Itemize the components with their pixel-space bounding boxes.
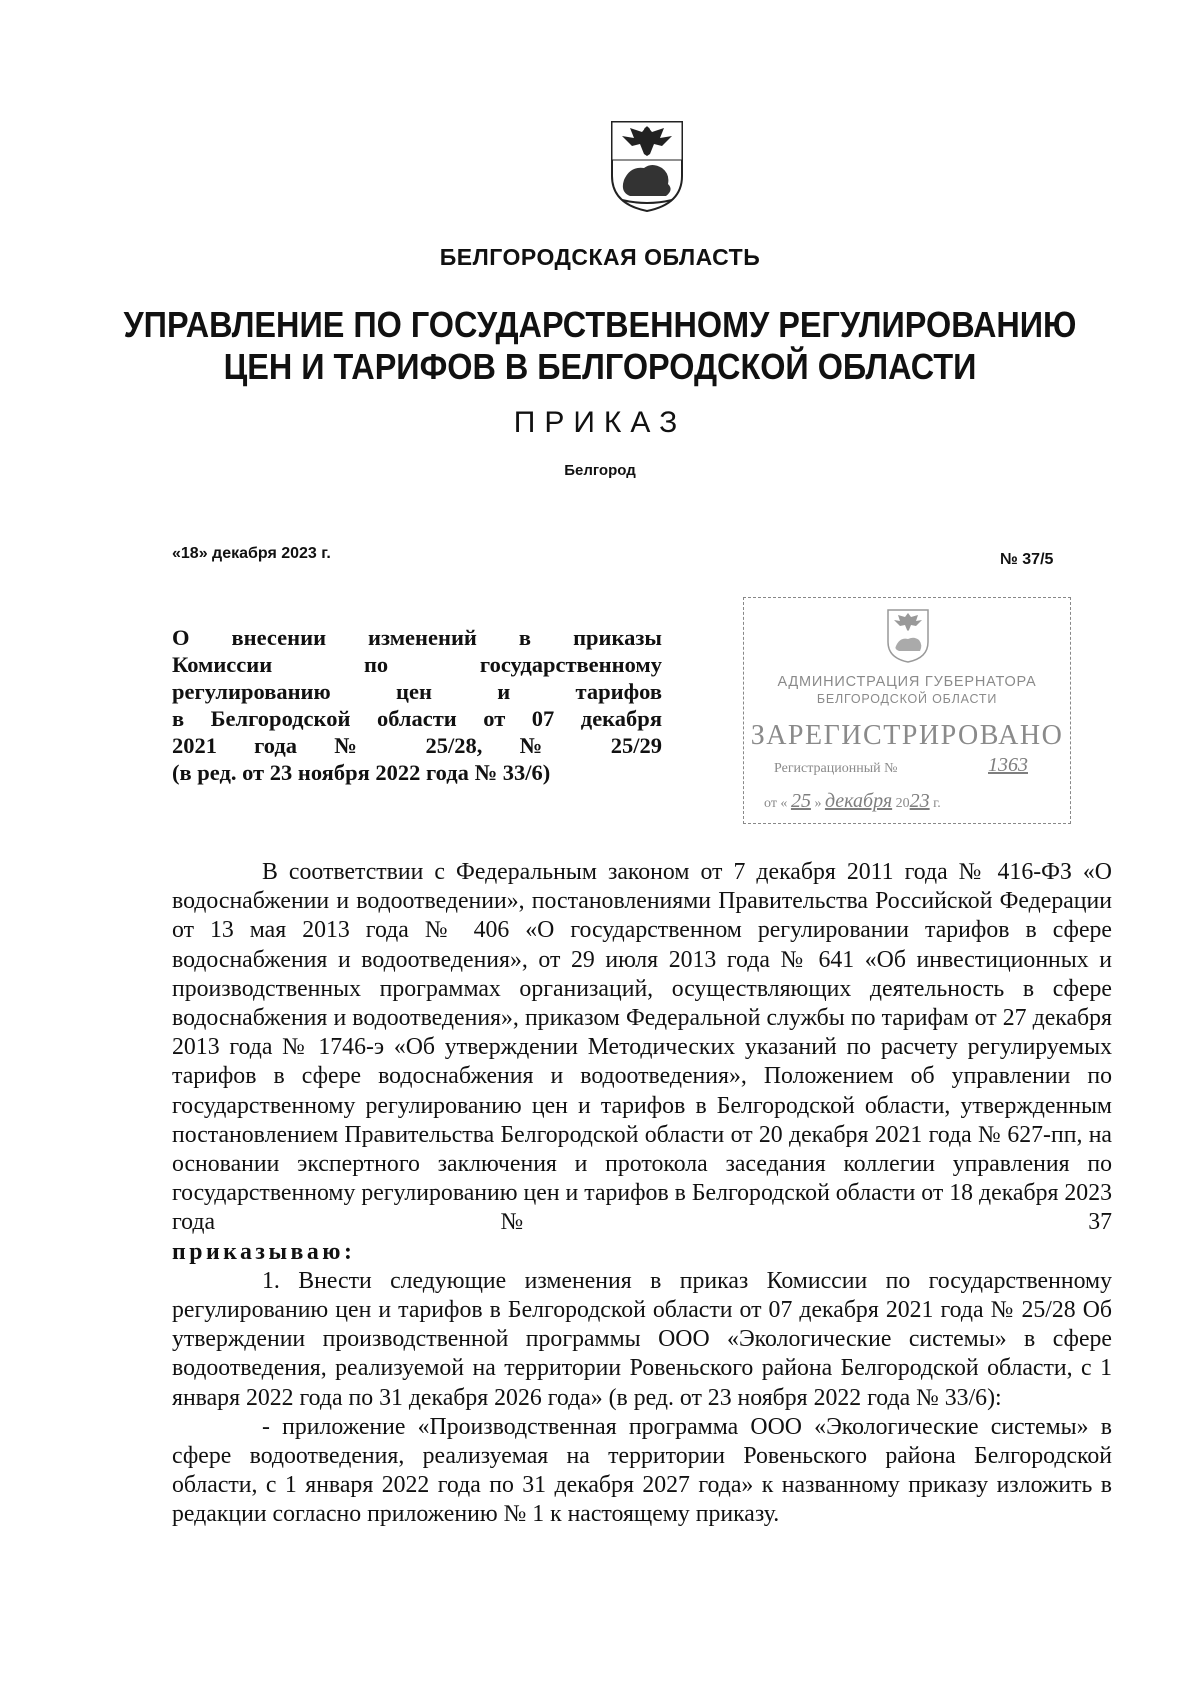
coat-of-arms-emblem bbox=[608, 118, 686, 214]
stamp-day: 25 bbox=[790, 790, 811, 812]
stamp-status: ЗАРЕГИСТРИРОВАНО bbox=[750, 720, 1064, 751]
order-verb-paragraph bbox=[172, 1238, 1112, 1267]
item-paragraph: 1. Внести следующие изменения в приказ Комиссии по государственному регулированию цен и тарифов в Белгородской области от 07 декабря 2021 года № 25/28 Об утверждении производственной программы ООО «Экологические системы» в сфере водоотведения, реализуемой на территории Ровеньского района Белгородской области, с 1 января 2022 года по 31 декабря 2026 года» (в ред. от 23 ноября 2022 года № 33/6): bbox=[172, 1267, 1112, 1411]
stamp-date-prefix: от « bbox=[764, 796, 788, 811]
stamp-month: декабря bbox=[824, 790, 893, 812]
registration-stamp bbox=[743, 597, 1071, 824]
order-number: № 37/5 bbox=[1000, 551, 1054, 568]
stamp-organization-line: АДМИНИСТРАЦИЯ ГУБЕРНАТОРА bbox=[777, 674, 1037, 690]
region-title: БЕЛГОРОДСКАЯ ОБЛАСТЬ bbox=[439, 244, 761, 270]
agency-title-line: ЦЕН И ТАРИФОВ В БЕЛГОРОДСКОЙ ОБЛАСТИ bbox=[223, 346, 977, 387]
stamp-registration-number: 1363 bbox=[988, 754, 1028, 776]
agency-title-line: УПРАВЛЕНИЕ ПО ГОСУДАРСТВЕННОМУ РЕГУЛИРОВАНИЮ bbox=[123, 304, 1077, 345]
subject-line: (в ред. от 23 ноября 2022 года № 33/6) bbox=[172, 760, 551, 785]
order-verb: приказываю: bbox=[172, 1238, 356, 1265]
order-body bbox=[172, 858, 1112, 1530]
subject-line: О внесении изменений в приказы bbox=[172, 625, 662, 650]
preamble-paragraph: В соответствии с Федеральным законом от 7 декабря 2011 года № 416-ФЗ «О водоснабжении и водоотведении», постановлениями Правительства Российской Федерации от 13 мая 2013 года № 406 «О государственном регулировании тарифов в сфере водоснабжения и водоотведения», от 29 июля 2013 года № 641 «Об инвестиционных и производственных программах организаций, осуществляющих деятельность в сфере водоснабжения и водоотведения», приказом Федеральной службы по тарифам от 27 декабря 2013 года № 1746-э «Об утверждении Методических указаний по расчету регулируемых тарифов в сфере водоснабжения и водоотведения», Положением об управлении по государственному регулированию цен и тарифов в Белгородской области, утвержденным постановлением Правительства Белгородской области от 20 декабря 2021 года № 627-пп, на основании экспертного заключения и протокола заседания коллегии управления по государственному регулированию цен и тарифов в Белгородской области от 18 декабря 2023 года № 37 bbox=[172, 859, 1112, 1236]
stamp-organization-line: БЕЛГОРОДСКОЙ ОБЛАСТИ bbox=[816, 692, 998, 706]
stamp-year-suffix: 23 bbox=[909, 790, 930, 812]
subject-line: Комиссии по государственному bbox=[172, 652, 662, 677]
stamp-year-prefix: 20 bbox=[895, 796, 910, 811]
document-type: ПРИКАЗ bbox=[513, 406, 687, 439]
sub-item-paragraph: - приложение «Производственная программа ООО «Экологические системы» в сфере водоотведения, реализуемая на территории Ровеньского района Белгородской области, с 1 января 2022 года по 31 декабря 2027 года» к названному приказу изложить в редакции согласно приложению № 1 к настоящему приказу. bbox=[172, 1413, 1112, 1528]
stamp-date-mid: » bbox=[814, 796, 822, 811]
agency-title bbox=[60, 304, 1140, 388]
stamp-date bbox=[764, 790, 941, 813]
order-date: «18» декабря 2023 г. bbox=[172, 545, 331, 562]
subject-line: 2021 года № 25/28, № 25/29 bbox=[172, 733, 662, 758]
city-name: Белгород bbox=[564, 462, 636, 479]
order-subject bbox=[172, 624, 662, 786]
stamp-registration-label: Регистрационный № bbox=[774, 761, 898, 776]
stamp-year-end: г. bbox=[933, 796, 941, 811]
subject-line: регулированию цен и тарифов bbox=[172, 679, 662, 704]
subject-line: в Белгородской области от 07 декабря bbox=[172, 706, 662, 731]
stamp-emblem-icon bbox=[886, 608, 930, 664]
